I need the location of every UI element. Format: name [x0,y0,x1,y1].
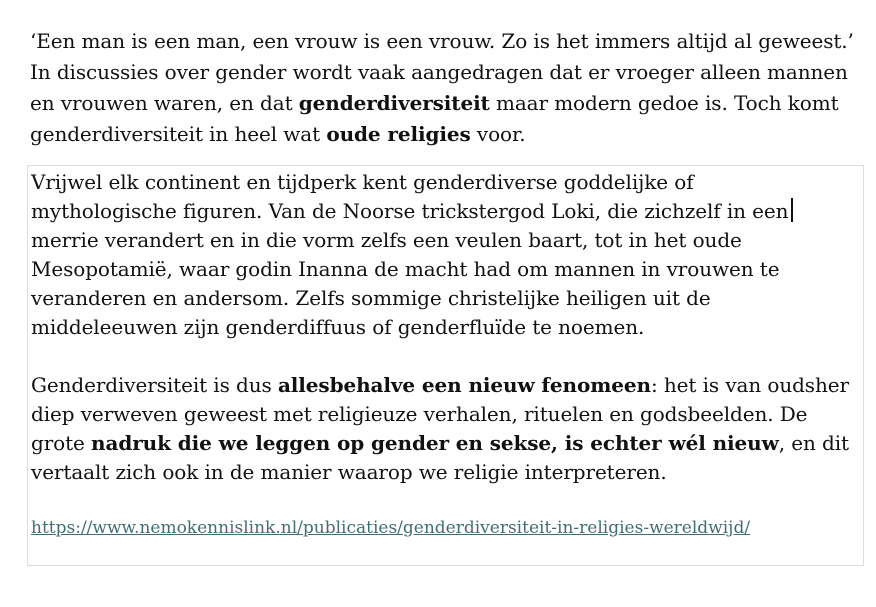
editor-line: Vrijwel elk continent en tijdperk kent genderdiverse goddelijke of [31,170,694,194]
intro-paragraph [30,26,866,150]
editor-line: veranderen en andersom. Zelfs sommige christelijke heiligen uit de [31,286,711,310]
p2-text-1: Genderdiversiteit is dus [31,373,278,397]
text-cursor [791,198,793,222]
editor-line: mythologische figuren. Van de Noorse trickstergod Loki, die zichzelf in een [31,199,789,223]
p2-bold-1: allesbehalve een nieuw fenomeen [277,373,651,397]
source-link[interactable]: https://www.nemokennislink.nl/publicaties/genderdiversiteit-in-religies-wereldwijd/ [31,518,751,538]
intro-text-2: maar modern gedoe is. Toch komt genderdiversiteit in heel wat [30,91,839,146]
p2-text-2: : het is van oudsher diep verweven geweest met religieuze verhalen, rituelen en godsbeelden. De grote [31,373,849,455]
p2-text-3: , en dit vertaalt zich ook in de manier waarop we religie interpreteren. [31,431,849,484]
editor-paragraph-1 [31,168,863,342]
text-editor-area[interactable] [27,165,864,566]
editor-line: Mesopotamië, waar godin Inanna de macht had om mannen in vrouwen te [31,257,780,281]
p2-bold-2: nadruk die we leggen op gender en sekse, is echter wél nieuw [91,431,779,455]
editor-line: merrie verandert en in die vorm zelfs een veulen baart, tot in het oude [31,228,742,252]
intro-bold-1: genderdiversiteit [298,91,490,115]
intro-bold-2: oude religies [326,122,471,146]
editor-line: middeleeuwen zijn genderdiffuus of genderfluïde te noemen. [31,315,645,339]
intro-text-3: voor. [470,122,526,146]
intro-text-1: ‘Een man is een man, een vrouw is een vrouw. Zo is het immers altijd al geweest.’ In discussies over gender wordt vaak aangedragen dat er vroeger alleen mannen en vrouwen waren, en dat [30,29,854,115]
editor-paragraph-2 [31,371,863,487]
